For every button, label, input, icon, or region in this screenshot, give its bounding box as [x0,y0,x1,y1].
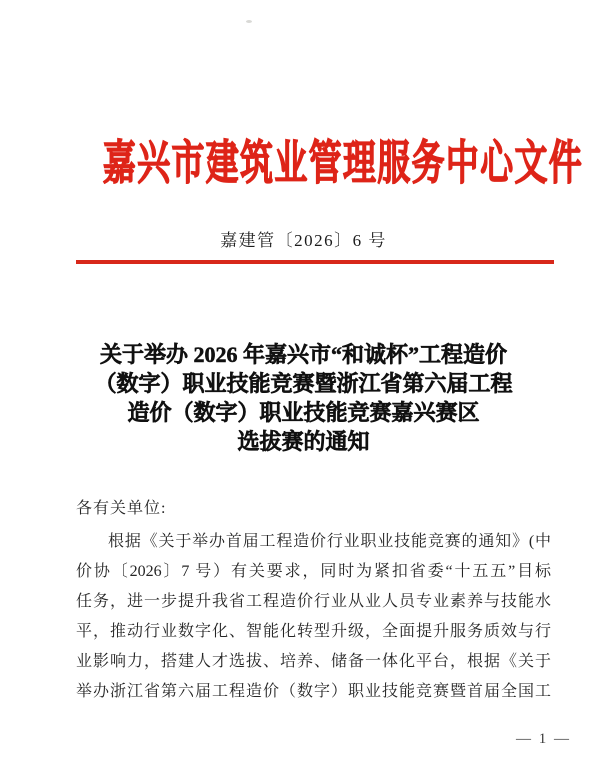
page-number: — 1 — [516,731,571,747]
body-paragraph [76,494,551,707]
body-text-line-3: 任务，进一步提升我省工程造价行业从业人员专业素养与技能水 [76,593,551,610]
document-header-title: 嘉兴市建筑业管理服务中心文件 [102,138,584,190]
body-text-line-4: 平，推动行业数字化、智能化转型升级，全面提升服务质效与行 [76,623,551,640]
body-text-line-2: 价协〔2026〕7 号）有关要求，同时为紧扣省委“十五五”目标 [76,563,551,580]
notice-title-line-2: （数字）职业技能竞赛暨浙江省第六届工程 [94,371,513,396]
document-number: 嘉建管〔2026〕6 号 [220,231,387,250]
notice-title [20,340,587,456]
body-text-line-5: 业影响力，搭建人才选拔、培养、储备一体化平台，根据《关于 [76,653,551,670]
document-header [0,126,607,193]
body-text-line-1: 根据《关于举办首届工程造价行业职业技能竞赛的通知》(中 [108,533,551,550]
red-divider-line [76,260,554,264]
notice-title-line-1: 关于举办 2026 年嘉兴市“和诚杯”工程造价 [99,342,507,367]
notice-title-line-4: 选拔赛的通知 [237,429,370,454]
notice-title-line-3: 造价（数字）职业技能竞赛嘉兴赛区 [127,400,480,425]
body-text-line-6: 举办浙江省第六届工程造价（数字）职业技能竞赛暨首届全国工 [76,683,551,700]
scan-speck-artifact [246,20,252,23]
salutation: 各有关单位: [76,500,167,517]
